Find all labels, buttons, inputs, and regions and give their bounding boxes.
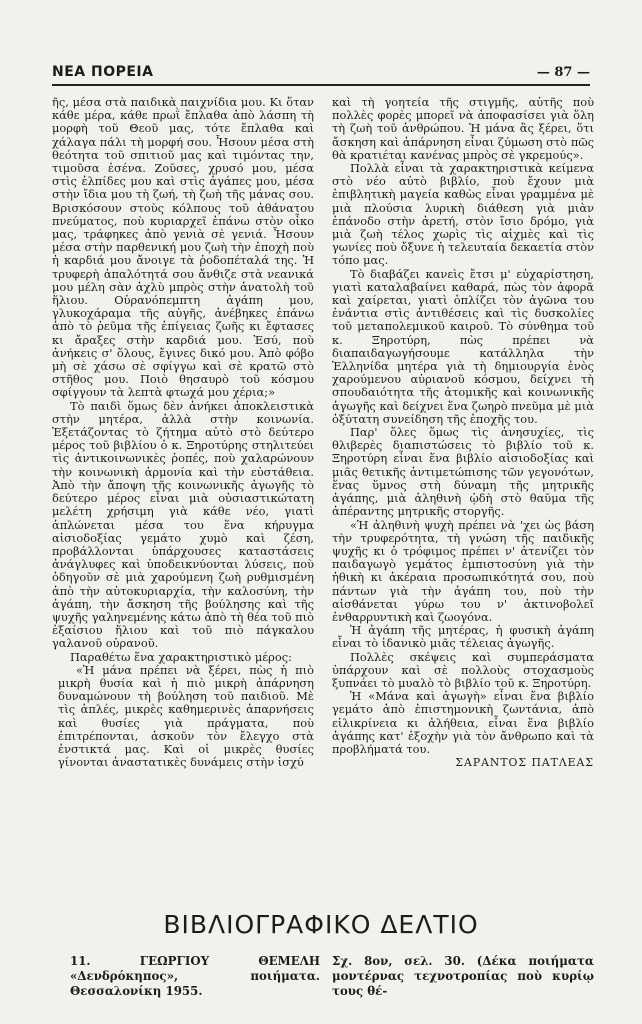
quotation: «Ἡ ἀληθινὴ ψυχὴ πρέπει νὰ 'χει ὡς βάση τὴν τρυφερότητα, τὴ γνώση τῆς παιδικῆς ψυχῆς κι ὁ τρόφιμος πρέπει ν' ἀτενίζει τὸν παιδαγωγὸ γεμάτος ἐμπιστοσύνη γιὰ τὴν ἠθικὴ κι ἀκέραια προσωπικότητά σου, ποὺ πάντων γιὰ τὴν ἀγάπη του, ποὺ τὴν αἰσθάνεται γύρω του ν' ἀκτινοβολεῖ ἐνθαρρυντικὴ καὶ ζωογόνα. bbox=[332, 517, 594, 624]
right-column bbox=[332, 96, 594, 769]
paragraph: Ἡ ἀγάπη τῆς μητέρας, ἡ φυσικὴ ἀγάπη εἶναι τὸ ἰδανικὸ μιᾶς τέλειας ἀγωγῆς. bbox=[332, 623, 594, 651]
paragraph: Παρ' ὅλες ὅμως τὶς ἀνησυχίες, τὶς θλιβερὲς διαπιστώσεις τὸ βιβλίο τοῦ κ. Ξηροτύρη εἶναι ἕνα βιβλίο αἰσιοδοξίας καὶ μιᾶς θετικῆς ἀντιμετώπισης τῶν γεγονότων, ἕνας ὕμνος στὴ δύναμη τῆς μητρικῆς ἀγάπης, μιὰ ἀληθινὴ ᾠδὴ στὸ θαῦμα τῆς ἀπέραντης μητρικῆς στοργῆς. bbox=[332, 425, 594, 519]
quotation: «Ἡ μάνα πρέπει νὰ ξέρει, πὼς ἡ πιὸ μικρὴ θυσία καὶ ἡ πιὸ μικρὴ ἀπάρνηση δυναμώνουν τὴ βούληση τοῦ παιδιοῦ. Μὲ τὶς ἁπλές, μικρὲς καθημερινὲς ἀπαρνήσεις καὶ θυσίες γιὰ πράγματα, ποὺ ἐπιτρέπονται, ἀσκοῦν τὸν ἔλεγχο στὰ ἐνστικτά μας. Καὶ οἱ μικρὲς θυσίες γίνονται ἀναστατικὲς δυνάμεις στὴν ἰσχύ bbox=[58, 662, 314, 770]
page-header bbox=[52, 58, 590, 80]
section-heading: ΒΙΒΛΙΟΓΡΑΦΙΚΟ ΔΕΛΤΙΟ bbox=[163, 910, 479, 939]
paragraph: Τὸ παιδὶ ὅμως δὲν ἀνήκει ἀποκλειστικὰ στὴν μητέρα, ἀλλὰ στὴν κοινωνία. Ἐξετάζοντας τὸ ζήτημα αὐτὸ στὸ δεύτερο μέρος τοῦ βιβλίου ὁ κ. Ξηροτύρης στηλιτεύει τὶς ἀντικοινωνικὲς ῥοπές, ποὺ χαλαρώνουν τὴν κοινωνικὴ ἁρμονία καὶ τὴν εὐστάθεια. Ἀπὸ τὴν ἄποψη τῆς κοινωνικῆς ἀγωγῆς τὸ δεύτερο μέρος εἶναι μιὰ οὐσιαστικώτατη μελέτη χρήσιμη γιὰ κάθε νέο, γιατὶ ἁπλώνεται μέσα του ἕνα κήρυγμα αἰσιοδοξίας γεμάτο χυμὸ καὶ ζέση, προβάλλονται ὑπάρχουσες καταστάσεις ἀνάγλυφες καὶ ὑποδεικνύονται λύσεις, ποὺ ὁδηγοῦν σὲ μιὰ χαρούμενη ζωὴ ρυθμισμένη ἀπὸ τὴν αὐτοκυριαρχία, τὴν καλοσύνη, τὴν ἀγάπη, τὴν ἄσκηση τῆς βούλησης καὶ τῆς ψυχῆς γαληνεμένης κάτω ἀπὸ τὴ θέα τοῦ πιὸ ἐξαίσιου ἥλιου καὶ τοῦ πιὸ πάγκαλου γαλανοῦ οὐρανοῦ. bbox=[52, 398, 314, 651]
journal-title: ΝΕΑ ΠΟΡΕΙΑ bbox=[52, 64, 154, 80]
bibliography-entry-continued: Σχ. 8ον, σελ. 30. (Δέκα ποιήματα μοντέρνας τεχνοτροπίας ποὺ κυρίῳ τους θέ- bbox=[332, 954, 594, 998]
bibliography-entry: 11. ΓΕΩΡΓΙΟΥ ΘΕΜΕΛΗ «Δενδρόκηπος», ποιήματα. Θεσσαλονίκη 1955. bbox=[70, 954, 320, 998]
article-body bbox=[52, 96, 594, 906]
paragraph: Παραθέτω ἕνα χαρακτηριστικὸ μέρος: bbox=[70, 649, 292, 664]
paragraph: Πολλὲς σκέψεις καὶ συμπεράσματα ὑπάρχουν καὶ σὲ πολλοὺς στοχασμοὺς ξυπνάει τὸ μυαλὸ τὸ βιβλίο τοῦ κ. Ξηροτύρη. bbox=[332, 649, 594, 690]
paragraph: Τὸ διαβάζει κανεὶς ἔτσι μ' εὐχαρίστηση, γιατὶ καταλαβαίνει καθαρά, πὼς τὸν ἀφορᾶ καὶ χαίρεται, γιατὶ ὁπλίζει τὸν ἀγῶνα του ἐνάντια στὶς ἀντιθέσεις καὶ τὶς δυσκολίες τοῦ μεταπολεμικοῦ καιροῦ. Τὸ σύνθημα τοῦ κ. Ξηροτύρη, πὼς πρέπει νὰ διαπαιδαγωγήσουμε κατάλληλα τὴν Ἑλληνίδα μητέρα γιὰ τὴ δημιουργία ἑνὸς χαρούμενου αὐριανοῦ κόσμου, δείχνει τὴ σπουδαιότητα τῆς ἀτομικῆς καὶ κοινωνικῆς ἀγωγῆς καὶ δείχνει ἕνα ζωηρὸ πνεῦμα μὲ μιὰ ὀξύτατη συνείδηση τῆς ἐποχῆς του. bbox=[332, 266, 594, 426]
paragraph: Πολλὰ εἶναι τὰ χαρακτηριστικὰ κείμενα στὸ νέο αὐτὸ βιβλίο, ποὺ ἔχουν μιὰ ἐπιβλητικὴ μαγεία καθὼς εἶναι γραμμένα μὲ μιὰ πλούσια λυρικὴ διάθεση γιὰ μιὰν ἐπάνοδο στὴν ἀρετή, στὸν ἴσιο δρόμο, γιὰ μιὰ ζωὴ τέλος χωρὶς τὶς αἰχμὲς καὶ τὶς γωνίες ποὺ ὄξυνε ἡ τελευταία δεκαετία στὸν τόπο μας. bbox=[332, 161, 594, 268]
author-signature: ΣΑΡΑΝΤΟΣ ΠΑΤΛΕΑΣ bbox=[455, 756, 594, 770]
paragraph: ῆς, μέσα στὰ παιδικὰ παιχνίδια μου. Κι ὅταν κάθε μέρα, κάθε πρωῒ ἔπλαθα ἀπὸ λάσπη τὴ μορφὴ τοῦ Θεοῦ μας, τότε ἔπλαθα καὶ χάλαγα πάλι τὴ μορφή σου. Ἦσουν μέσα στὴ θεότητα τοῦ σπιτιοῦ μας καὶ τιμόντας την, τιμοῦσα ἐσένα. Ζοῦσες, χρυσό μου, μέσα στὶς ἐλπίδες μου καὶ στὶς ἀγάπες μου, μέσα στὴν ἴδια μου τὴ ζωή, τὴ ζωὴ τῆς μάνας σου. Βρισκόσουν στοὺς κόλπους τοῦ ἀθάνατου πνεύματος, ποὺ κυριαρχεῖ ἐπάνω στὸν οἶκο μας, τράφηκες ἀπὸ γενιὰ σὲ γενιά. Ἦσουν μέσα στὴν παρθενική μου ζωὴ τὴν ἐποχὴ ποὺ ἡ καρδιά μου ἄνοιγε τὰ ῥοδοπέταλά της. Ἡ τρυφερὴ ἀπαλότητά σου ἄνθιζε στὰ νεανικά μου μέλη σὰν ἀχλὺ μπρὸς στὴν ἀνατολὴ τοῦ ἥλιου. Οὐρανόπεμπτη ἀγάπη μου, γλυκοχάραμα τῆς αὐγῆς, ἀνέβηκες ἐπάνω ἀπὸ τὸ ῥεῦμα τῆς ἐπίγειας ζωῆς κι ἔφτασες κι ἄραξες στὴν καρδιά μου. Ἐσύ, ποὺ ἀνήκεις σ' ὅλους, ἔγινες δικό μου. Ἀπὸ φόβο μὴ σὲ χάσω σὲ σφίγγω καὶ σὲ κρατῶ στὸ στῆθος μου. Ποιὸ θησαυρὸ τοῦ κόσμου σφίγγουν τὰ λεπτὰ φτωχά μου χέρια;» bbox=[52, 95, 314, 400]
paragraph: Ἡ «Μάνα καὶ ἀγωγὴ» εἶναι ἕνα βιβλίο γεμάτο ἀπὸ ἐπιστημονικὴ ζωντάνια, ἀπὸ εἰλικρίνεια κι ἀλήθεια, εἶναι ἕνα βιβλίο ἀγάπης κατ' ἐξοχὴν γιὰ τὸν ἄνθρωπο καὶ τὰ προβλήματά του. bbox=[332, 689, 594, 756]
paragraph: καὶ τὴ γοητεία τῆς στιγμῆς, αὐτῆς ποὺ πολλὲς φορὲς μπορεῖ νὰ ἀποφασίσει γιὰ ὅλη τὴ ζωὴ τοῦ ἀνθρώπου. Ἡ μάνα ἂς ξέρει, ὅτι ἄσκηση καὶ ἀπάρνηση εἶναι ζύμωση στὸ πῶς θὰ κρατιέται κανένας μπρὸς σὲ γκρεμούς». bbox=[332, 95, 594, 162]
header-rule bbox=[52, 84, 590, 86]
left-column bbox=[52, 96, 314, 769]
page-number: — 87 — bbox=[536, 65, 590, 80]
